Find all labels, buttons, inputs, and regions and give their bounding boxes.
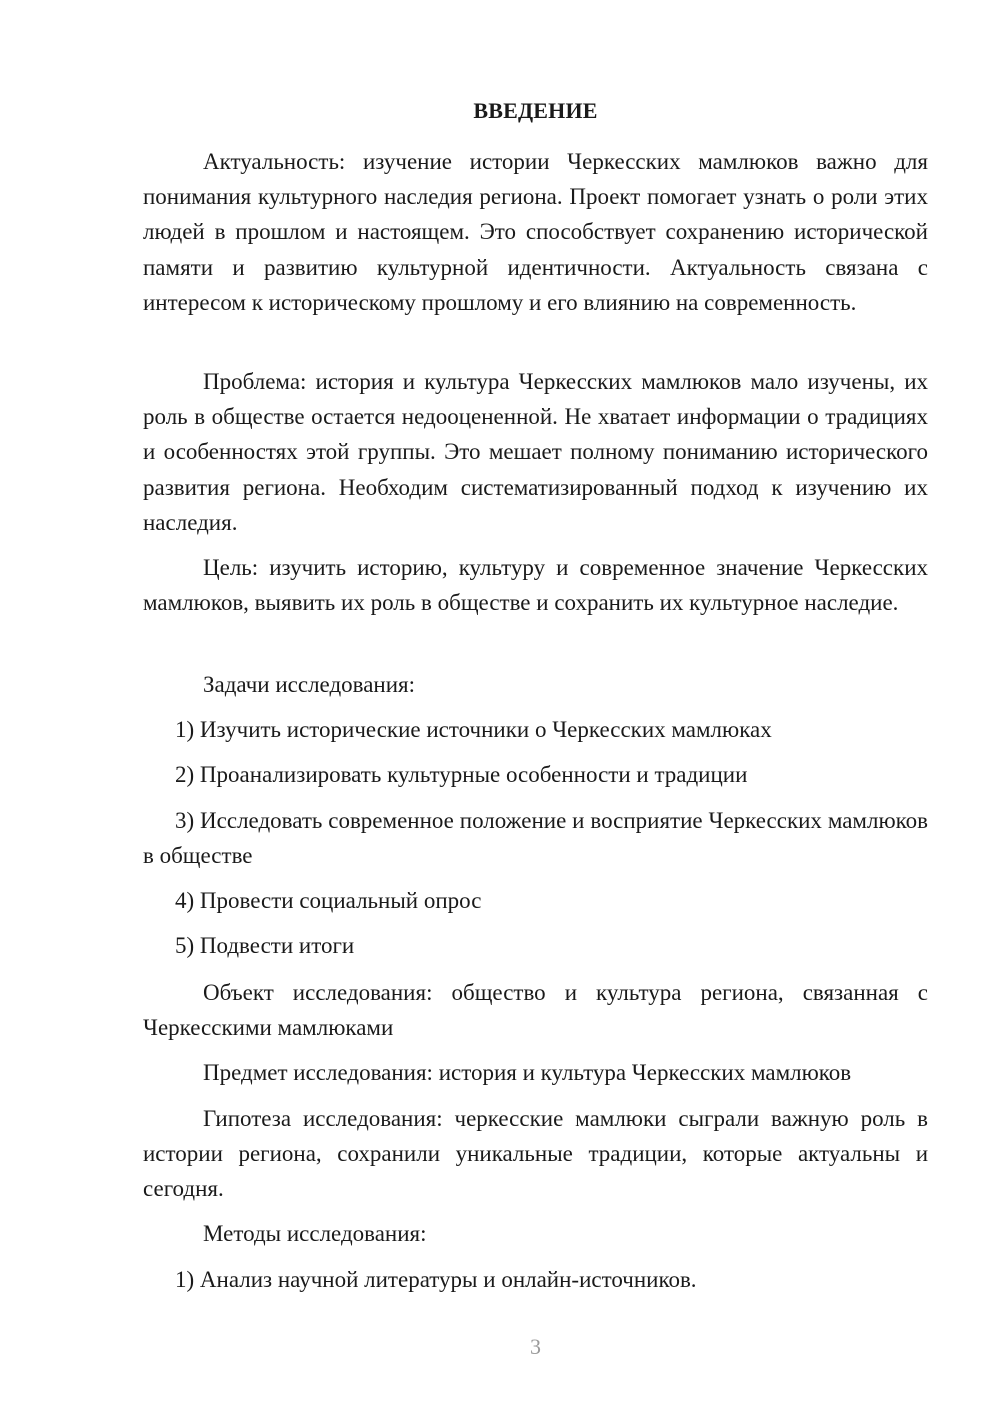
paragraph-hypothesis: Гипотеза исследования: черкесские мамлюки сыграли важную роль в истории региона, сохранили уникальные традиции, которые актуальны и сегодня. <box>143 1106 928 1202</box>
task-item-3: 3) Исследовать современное положение и восприятие Черкесских мамлюков в обществе <box>143 808 928 869</box>
paragraph-subject: Предмет исследования: история и культура Черкесских мамлюков <box>203 1060 852 1085</box>
paragraph-object: Объект исследования: общество и культура региона, связанная с Черкесскими мамлюками <box>143 980 928 1041</box>
paragraph-problem: Проблема: история и культура Черкесских мамлюков мало изучены, их роль в обществе остается недооцененной. Не хватает информации о традициях и особенностях этой группы. Это мешает полному пониманию исторического развития региона. Необходим систематизированный подход к изучению их наследия. <box>143 369 928 535</box>
tasks-title: Задачи исследования: <box>203 672 416 697</box>
page-number: 3 <box>530 1334 541 1359</box>
methods-title: Методы исследования: <box>203 1221 427 1246</box>
method-item-1: 1) Анализ научной литературы и онлайн-источников. <box>175 1267 697 1292</box>
section-heading: ВВЕДЕНИЕ <box>473 98 598 123</box>
task-item-1: 1) Изучить исторические источники о Черкесских мамлюках <box>175 717 772 742</box>
paragraph-goal: Цель: изучить историю, культуру и современное значение Черкесских мамлюков, выявить их роль в обществе и сохранить их культурное наследие. <box>143 555 928 616</box>
task-item-2: 2) Проанализировать культурные особенности и традиции <box>175 762 748 787</box>
paragraph-relevance: Актуальность: изучение истории Черкесских мамлюков важно для понимания культурного наследия региона. Проект помогает узнать о роли этих людей в прошлом и настоящем. Это способствует сохранению исторической памяти и развитию культурной идентичности. Актуальность связана с интересом к историческому прошлому и его влиянию на современность. <box>143 149 928 315</box>
task-item-5: 5) Подвести итоги <box>175 933 355 958</box>
task-item-4: 4) Провести социальный опрос <box>175 888 482 913</box>
